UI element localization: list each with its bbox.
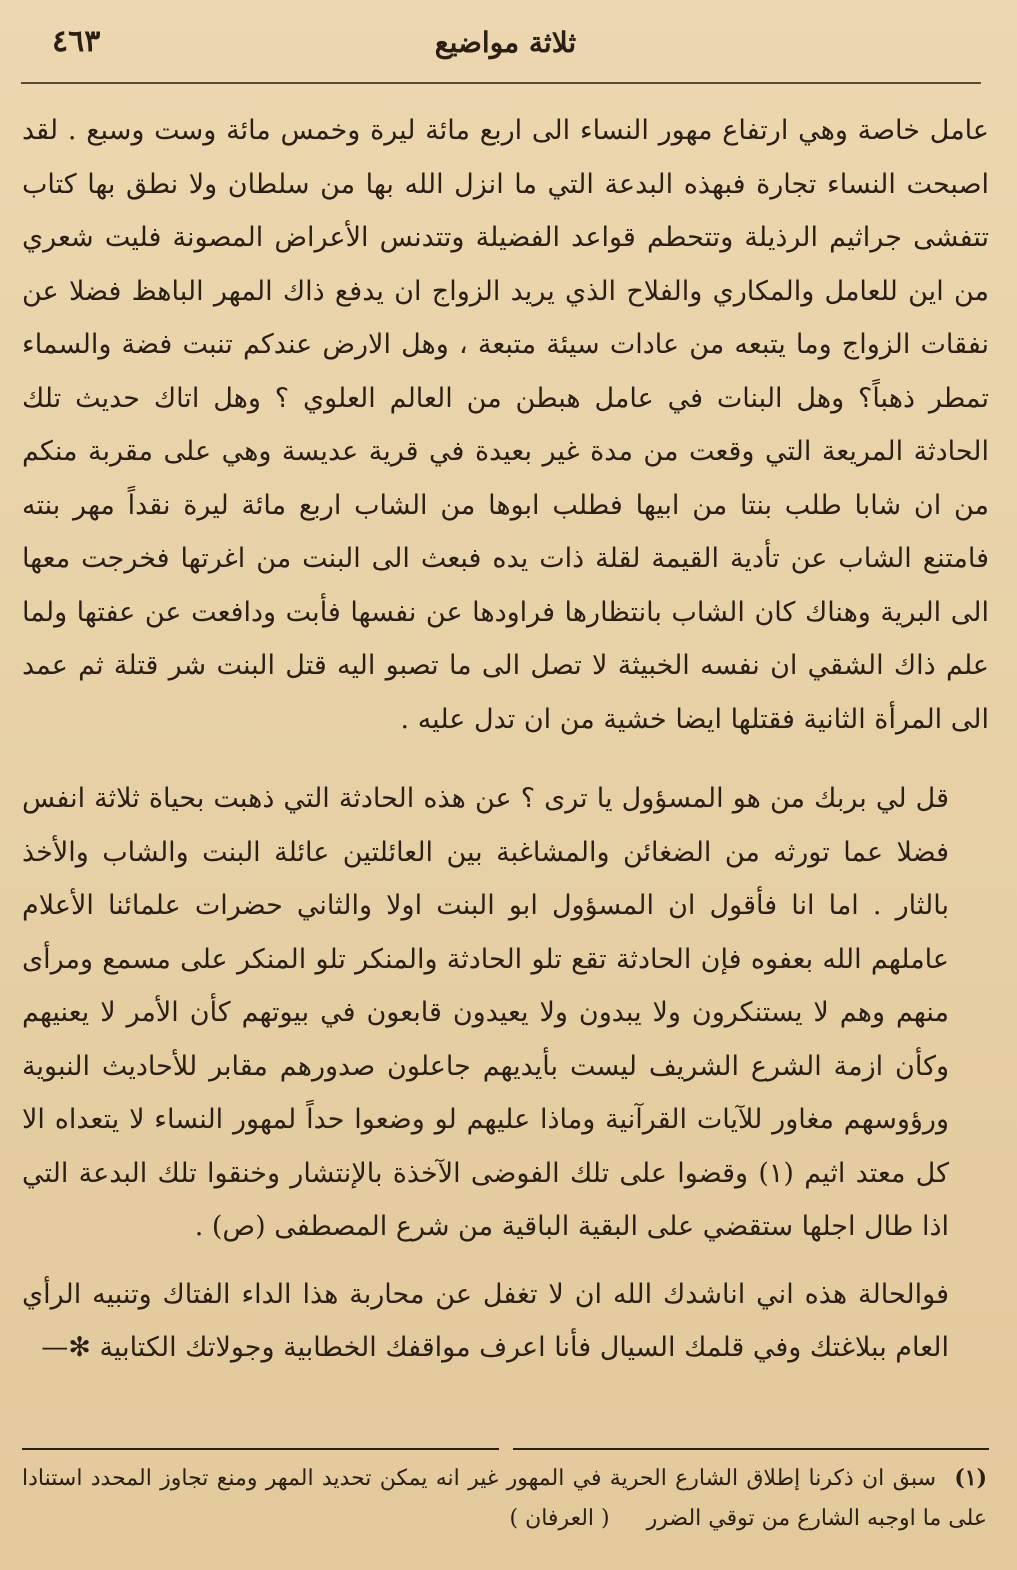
- footnote: [22, 1458, 987, 1539]
- page-number: ٤٦٣: [52, 24, 101, 59]
- footnote-rule-right: [513, 1448, 990, 1450]
- paragraph-2: قل لي بربك من هو المسؤول يا ترى ؟ عن هذه الحادثة التي ذهبت بحياة ثلاثة انفس فضلا عما تورثه من الضغائن والمشاغبة بين العائلتين عائلة البنت والشاب والأخذ بالثار . اما انا فأقول ان المسؤول ابو البنت اولا والثاني حضرات علمائنا الأعلام عاملهم الله بعفوه فإن الحادثة تقع تلو الحادثة والمنكر تلو المنكر على مسمع ومرأى منهم وهم لا يستنكرون ولا يبدون ولا يعيدون قابعون في بيوتهم كأن الأمر لا يعنيهم وكأن ازمة الشرع الشريف ليست بأيديهم جاعلون صدورهم مقابر للأحاديث النبوية ورؤوسهم مغاور للآيات القرآنية وماذا عليهم لو وضعوا حداً لمهور النساء لا يتعداه الا كل معتد اثيم (١) وقضوا على تلك الفوضى الآخذة بالإنتشار وخنقوا تلك البدعة التي اذا طال اجلها ستقضي على البقية الباقية من شرع المصطفى (ص) .: [22, 783, 950, 1242]
- paragraph-gap: [22, 746, 989, 772]
- footnote-rule-left: [22, 1448, 499, 1450]
- paragraph-gap: [22, 1254, 989, 1268]
- footnote-marker: (١): [954, 1465, 987, 1491]
- page-header: [22, 20, 989, 70]
- paragraph-1: عامل خاصة وهي ارتفاع مهور النساء الى اربع مائة ليرة وخمس مائة وست وسبع . لقد اصبحت النساء تجارة فبهذه البدعة التي ما انزل الله بها من سلطان ولا نطق بها كتاب تتفشى جراثيم الرذيلة وتتحطم قواعد الفضيلة وتتدنس الأعراض المصونة فليت شعري من اين للعامل والمكاري والفلاح الذي يريد الزواج ان يدفع ذاك المهر الباهظ فضلا عن نفقات الزواج وما يتبعه من عادات سيئة متبعة ، وهل الارض عندكم تنبت فضة والسماء تمطر ذهباً؟ وهل البنات في عامل هبطن من العالم العلوي ؟ وهل اتاك حديث تلك الحادثة المريعة التي وقعت من مدة غير بعيدة في قرية عديسة وهي على مقربة منكم من ان شابا طلب بنتا من ابيها فطلب ابوها من الشاب اربع مائة ليرة نقداً مهر بنته فامتنع الشاب عن تأدية القيمة لقلة ذات يده فبعث الى البنت من اغرتها فخرجت معها الى البرية وهناك كان الشاب بانتظارها فراودها عن نفسها فأبت ودافعت عن عفتها ولما علم ذاك الشقي ان نفسه الخبيثة لا تصل الى ما تصبو اليه قتل البنت شر قتلة ثم عمد الى المرأة الثانية فقتلها ايضا خشية من ان تدل عليه .: [22, 115, 989, 735]
- running-title: ثلاثة مواضيع: [434, 26, 577, 59]
- wavy-header-rule: [21, 76, 981, 90]
- paragraph-3: فوالحالة هذه اني اناشدك الله ان لا تغفل عن محاربة هذا الداء الفتاك وتنبيه الرأي العام ببلاغتك وفي قلمك السيال فأنا اعرف مواقفك الخطابية وجولاتك الكتابية ✻—: [22, 1278, 949, 1363]
- footnote-source: ( العرفان ): [509, 1506, 610, 1531]
- footnote-separator: [22, 1448, 989, 1450]
- footnote-text: سبق ان ذكرنا إطلاق الشارع الحرية في المهور غير انه يمكن تحديد المهر ومنع تجاوز المحدد استنادا على ما اوجبه الشارع من توقي الضرر: [22, 1466, 987, 1531]
